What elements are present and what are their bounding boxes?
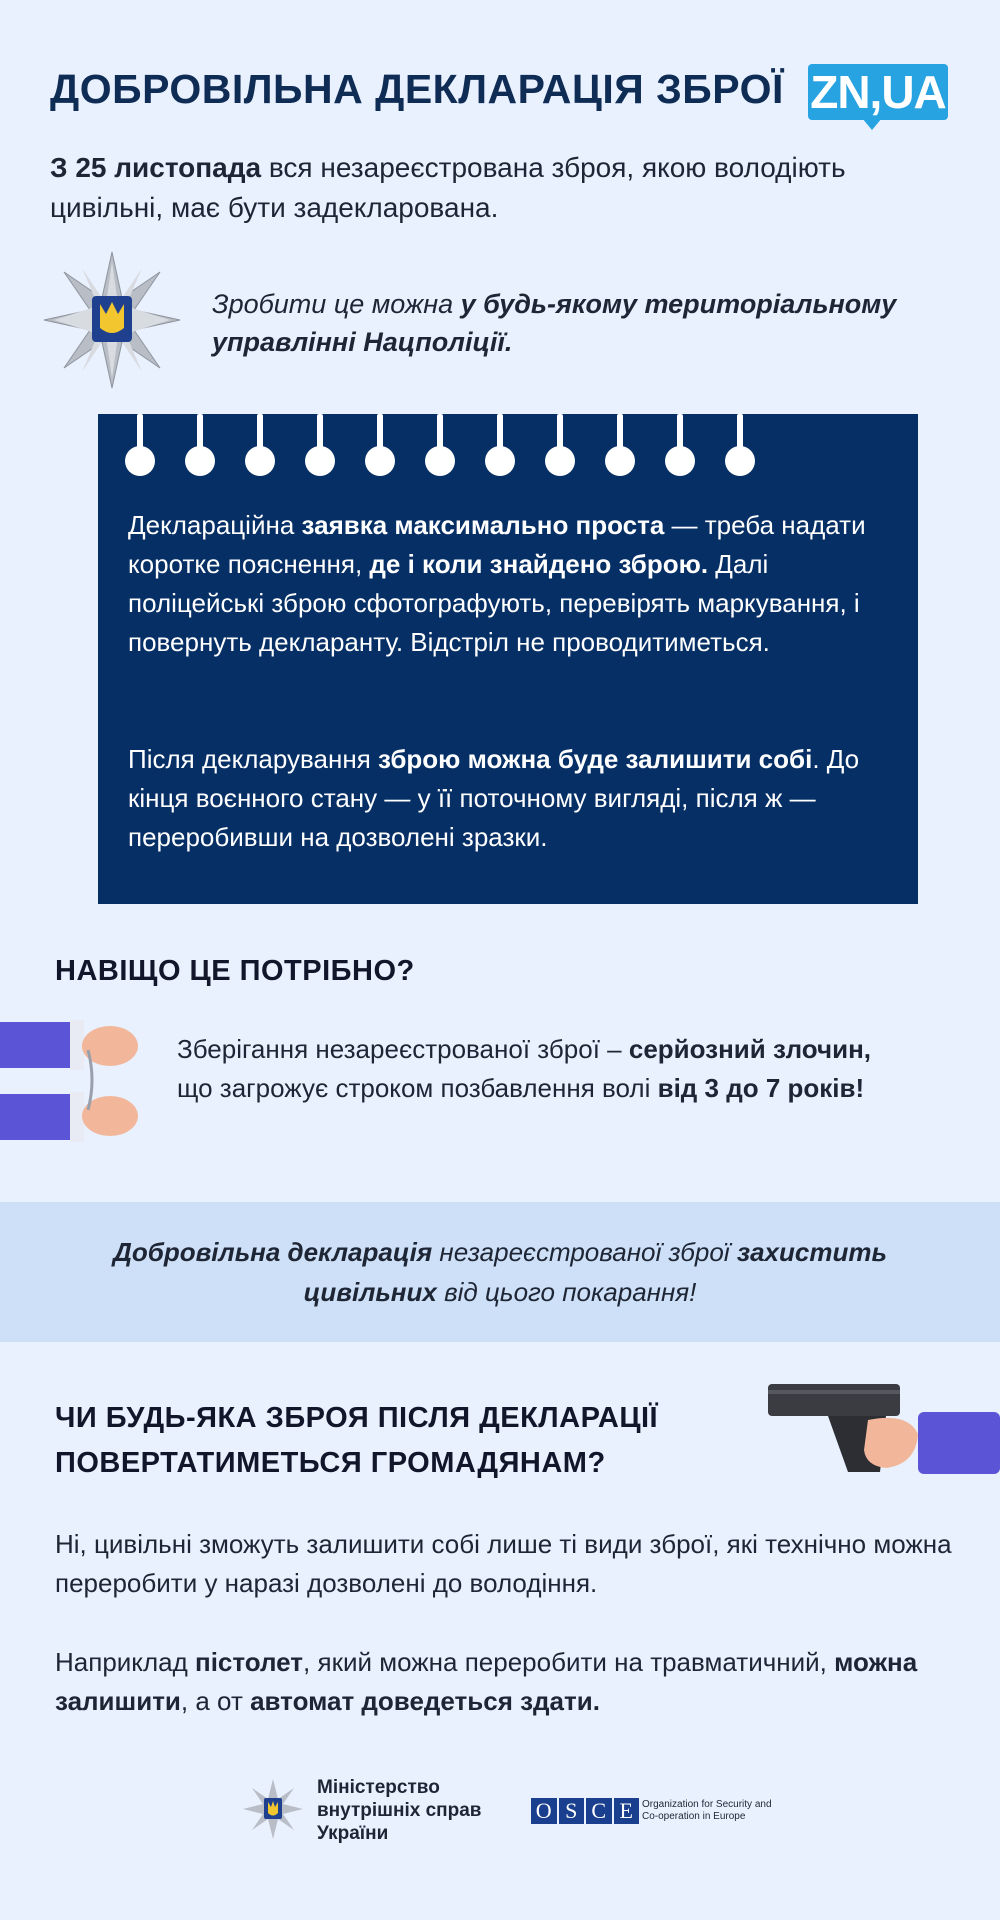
np2-a: Після декларування	[128, 744, 379, 774]
ministry-emblem-icon	[242, 1778, 304, 1840]
notebook-hole	[185, 446, 215, 476]
band-a: Добровільна декларація	[113, 1237, 433, 1267]
ministry-line-1: Міністерство	[317, 1777, 440, 1798]
notebook-hole	[665, 446, 695, 476]
np1-a: Деклараційна	[128, 510, 302, 540]
ministry-name	[317, 1776, 481, 1845]
osce-letter: S	[559, 1798, 585, 1824]
band-b: незареєстрованої зброї	[432, 1237, 737, 1267]
intro-text	[50, 148, 960, 228]
why-heading: НАВІЩО ЦЕ ПОТРІБНО?	[55, 955, 415, 987]
band-text	[60, 1232, 940, 1312]
answer-paragraph-2	[55, 1643, 955, 1721]
band-c: захистить цивільних	[303, 1237, 887, 1307]
crime-a: Зберігання незареєстрованої зброї –	[177, 1034, 629, 1064]
intro-body: вся незареєстрована зброя, якою володіють цивільні, має бути задекларована.	[50, 152, 846, 223]
ap2-d: можна залишити	[55, 1647, 918, 1716]
notebook-hole	[125, 446, 155, 476]
notebook-hole	[485, 446, 515, 476]
osce-letter: C	[586, 1798, 612, 1824]
np1-b: заявка максимально проста	[301, 510, 665, 540]
ap2-e: , а от	[180, 1686, 251, 1716]
osce-letter: O	[531, 1798, 557, 1824]
notebook-hole	[545, 446, 575, 476]
question-heading: ЧИ БУДЬ-ЯКА ЗБРОЯ ПІСЛЯ ДЕКЛАРАЦІЇ ПОВЕРТАТИМЕТЬСЯ ГРОМАДЯНАМ?	[55, 1402, 659, 1479]
ministry-line-3: України	[317, 1823, 389, 1844]
ap2-c: , який можна переробити на травматичний,	[303, 1647, 835, 1677]
notebook-hole	[605, 446, 635, 476]
osce-name	[642, 1799, 772, 1823]
osce-line-2: Co-operation in Europe	[642, 1811, 746, 1822]
osce-logo	[530, 1796, 640, 1826]
intro-date: З 25 листопада	[50, 152, 262, 183]
notebook-paragraph-2	[128, 740, 898, 857]
crime-text	[177, 1030, 897, 1108]
handcuffs-icon	[0, 1010, 150, 1160]
ap2-b: пістолет	[195, 1647, 304, 1677]
notebook-hole	[425, 446, 455, 476]
pistol-in-hand-icon	[768, 1372, 1000, 1490]
band-d: від цього покарання!	[436, 1277, 697, 1307]
np1-d: де і коли знайдено зброю.	[369, 549, 709, 579]
osce-letter: E	[614, 1798, 640, 1824]
police-text	[212, 285, 952, 361]
crime-c: що загрожує строком позбавлення волі	[177, 1073, 658, 1103]
notebook-hole	[725, 446, 755, 476]
police-star-icon	[42, 250, 182, 390]
np1-e: Далі поліцейські зброю сфотографують, перевірять маркування, і повернуть декларанту. Відстріл не проводитиметься.	[128, 549, 860, 657]
notebook-hole	[245, 446, 275, 476]
ap2-a: Наприклад	[55, 1647, 195, 1677]
notebook-paragraph-1	[128, 506, 898, 662]
notebook-hole	[305, 446, 335, 476]
logo-tail	[862, 118, 882, 130]
info-notebook	[98, 414, 918, 904]
np2-b: зброю можна буде залишити собі	[378, 744, 813, 774]
police-text-lead: Зробити це можна	[212, 289, 461, 319]
page-title: ДОБРОВІЛЬНА ДЕКЛАРАЦІЯ ЗБРОЇ	[50, 66, 784, 112]
crime-d: від 3 до 7 років!	[657, 1073, 865, 1103]
ministry-line-2: внутрішніх справ	[317, 1800, 482, 1821]
zn-ua-logo: ZN,UA	[808, 64, 948, 120]
police-text-bold: у будь-якому територіальному управлінні Нацполіції.	[212, 289, 897, 357]
osce-line-1: Organization for Security and	[642, 1799, 772, 1810]
ap2-f: автомат доведеться здати.	[250, 1686, 600, 1716]
answer-paragraph-1: Ні, цивільні зможуть залишити собі лише ті види зброї, які технічно можна переробити у наразі дозволені до володіння.	[55, 1529, 952, 1598]
crime-b: серйозний злочин,	[628, 1034, 871, 1064]
np1-c: — треба надати коротке пояснення,	[128, 510, 866, 579]
notebook-hole	[365, 446, 395, 476]
np2-c: . До кінця воєнного стану — у її поточному вигляді, після ж — переробивши на дозволені зразки.	[128, 744, 860, 852]
